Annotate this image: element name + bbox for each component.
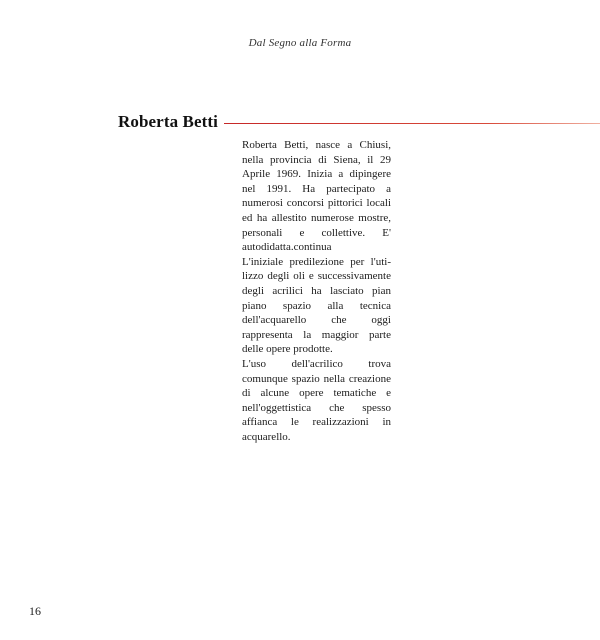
biography-paragraph-1: Roberta Betti, nasce a Chiusi, nella provincia di Siena, il 29 Aprile 1969. Inizia a dipingere nel 1991. Ha partecipato a numerosi concorsi pittorici locali ed ha allestito numerose mostre, personali e collettive. E' autodidatta.continua: [242, 139, 391, 254]
artist-name: Roberta Betti: [118, 112, 218, 131]
biography-paragraph-2: L'iniziale predilezione per l'utilizzo degli oli e successivamente degli acrilici ha lasciato pian piano spazio alla tecnica dell'acquarello che oggi rappresenta la maggior parte delle opere prodotte.: [242, 255, 391, 356]
running-header: Dal Segno alla Forma: [248, 37, 352, 49]
heading-rule: [224, 123, 600, 124]
artist-heading: [118, 110, 600, 134]
biography-paragraph-3: L'uso dell'acrilico trova comunque spazio nella creazione di alcune opere tematiche e nell'oggettistica che spesso affianca le realizzazioni in acquarello.: [242, 357, 391, 443]
page-number: 16: [29, 604, 41, 618]
biography-text: [242, 138, 391, 444]
